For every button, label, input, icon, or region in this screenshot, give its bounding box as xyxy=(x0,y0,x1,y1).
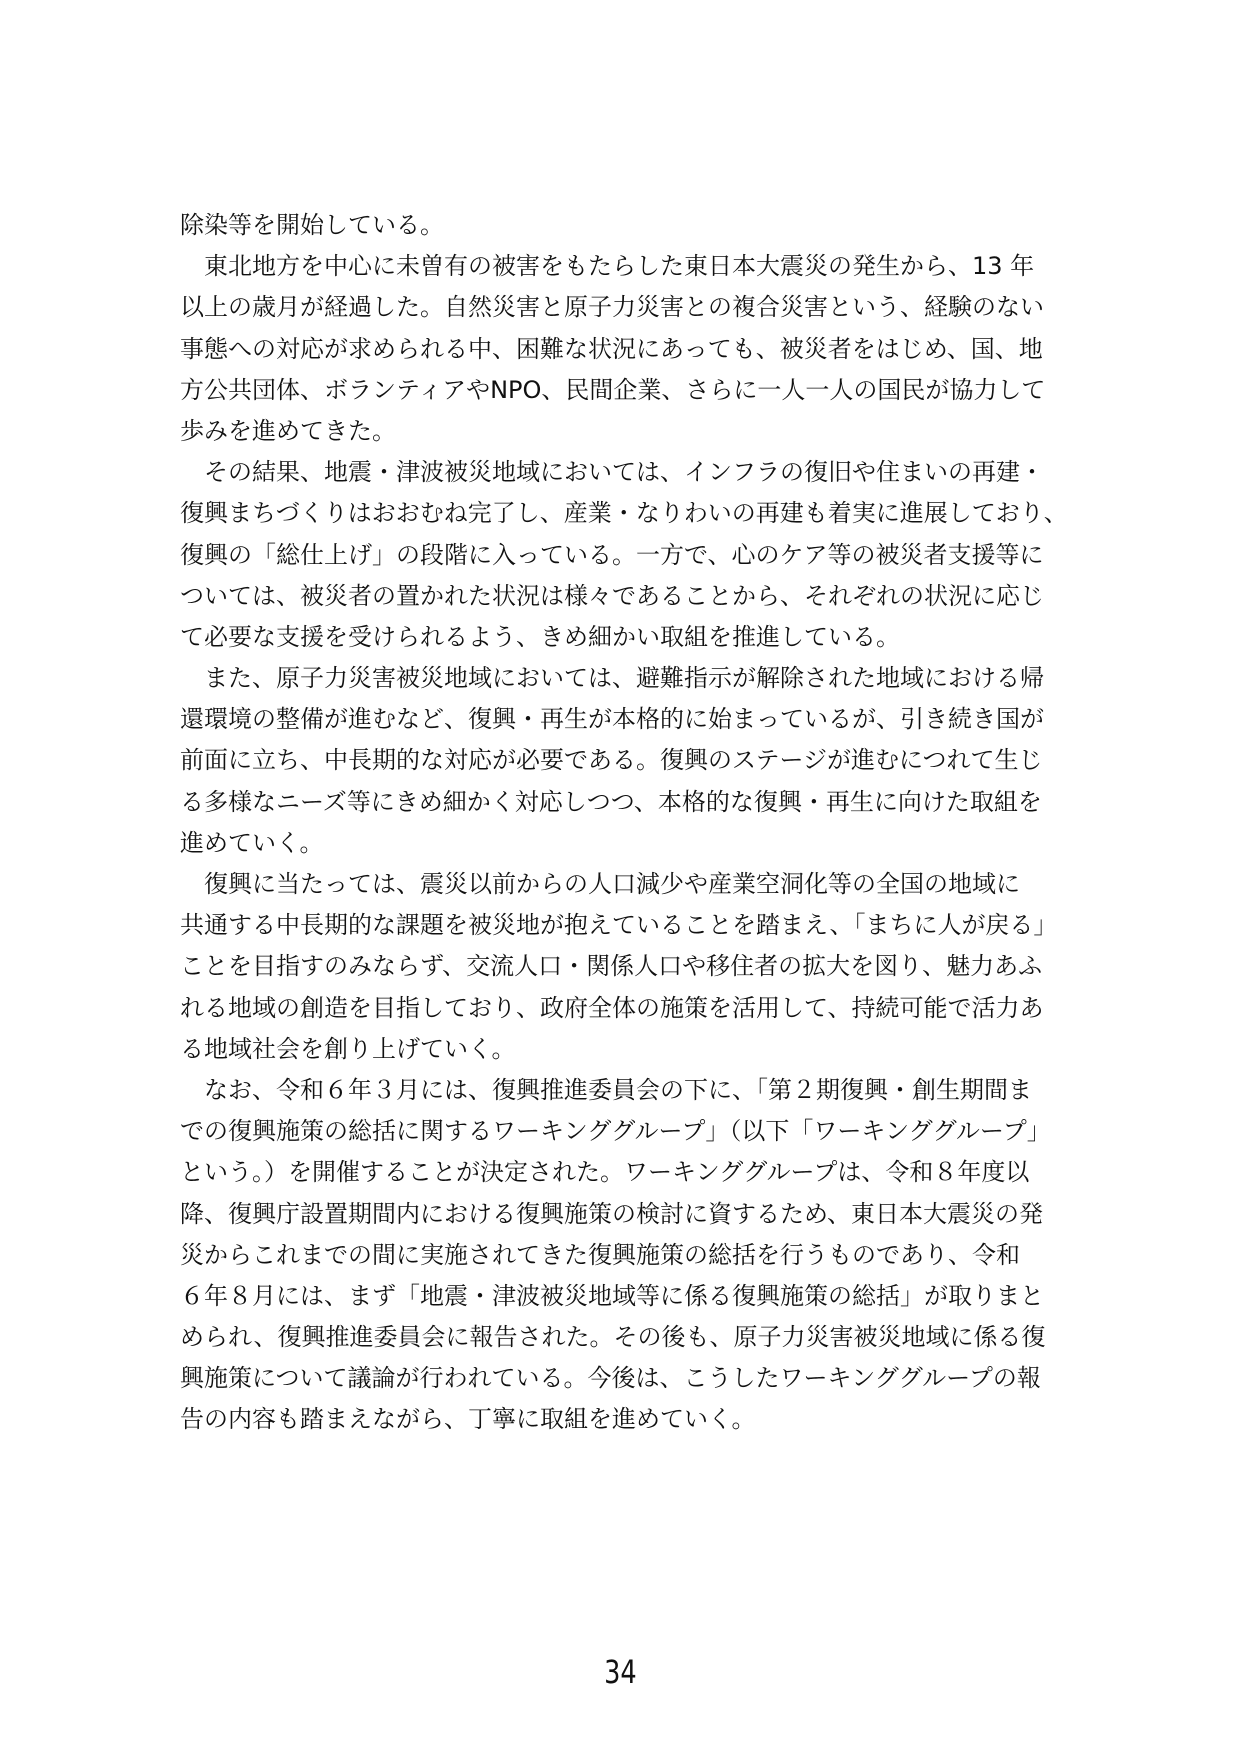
text-line: 事態への対応が求められる中、困難な状況にあっても、被災者をはじめ、国、地 xyxy=(180,334,1043,363)
text-line: 方公共団体、ボランティアやNPO、民間企業、さらに一人一人の国民が協力して xyxy=(180,375,1046,404)
document-body xyxy=(180,205,1080,1441)
text-line: 除染等を開始している。 xyxy=(180,211,444,239)
text-line: その結果、地震・津波被災地域においては、インフラの復旧や住まいの再建・ xyxy=(180,458,1044,487)
text-line: 歩みを進めてきた。 xyxy=(180,416,396,445)
text-line: 復興に当たっては、震災以前からの人口減少や産業空洞化等の全国の地域に xyxy=(180,870,1020,898)
text-line: ついては、被災者の置かれた状況は様々であることから、それぞれの状況に応じ xyxy=(180,581,1044,610)
text-line: て必要な支援を受けられるよう、きめ細かい取組を推進している。 xyxy=(180,622,900,651)
text-line: められ、復興推進委員会に報告された。その後も、原子力災害被災地域に係る復 xyxy=(180,1323,1046,1352)
text-line: での復興施策の総括に関するワーキンググループ」（以下「ワーキンググループ」 xyxy=(180,1117,1051,1146)
text-line: 前面に立ち、中長期的な対応が必要である。復興のステージが進むにつれて生じ xyxy=(180,746,1043,775)
text-line: 興施策について議論が行われている。今後は、こうしたワーキンググループの報 xyxy=(180,1364,1041,1393)
text-line: 復興の「総仕上げ」の段階に入っている。一方で、心のケア等の被災者支援等に xyxy=(180,540,1044,569)
text-line: ことを目指すのみならず、交流人口・関係人口や移住者の拡大を図り、魅力あふ xyxy=(180,952,1043,981)
text-line: 告の内容も踏まえながら、丁寧に取組を進めていく。 xyxy=(180,1405,756,1434)
text-line: 復興まちづくりはおおむね完了し、産業・なりわいの再建も着実に進展しており、 xyxy=(180,499,1068,528)
text-line: 還環境の整備が進むなど、復興・再生が本格的に始まっているが、引き続き国が xyxy=(180,705,1044,734)
page-number: 34 xyxy=(604,1653,637,1691)
text-line: という。）を開催することが決定された。ワーキンググループは、令和８年度以 xyxy=(180,1158,1030,1187)
text-line: ６年８月には、まず「地震・津波被災地域等に係る復興施策の総括」が取りまと xyxy=(180,1281,1044,1310)
text-line: れる地域の創造を目指しており、政府全体の施策を活用して、持続可能で活力あ xyxy=(180,993,1044,1022)
text-line: 進めていく。 xyxy=(180,828,324,857)
text-line: 以上の歳月が経過した。自然災害と原子力災害との複合災害という、経験のない xyxy=(180,293,1044,322)
text-line: また、原子力災害被災地域においては、避難指示が解除された地域における帰 xyxy=(180,664,1044,693)
text-line: 共通する中長期的な課題を被災地が抱えていることを踏まえ、「まちに人が戻る」 xyxy=(180,911,1058,940)
text-line: なお、令和６年３月には、復興推進委員会の下に、「第２期復興・創生期間ま xyxy=(180,1075,1032,1104)
text-line: 災からこれまでの間に実施されてきた復興施策の総括を行うものであり、令和 xyxy=(180,1240,1020,1269)
text-line: 降、復興庁設置期間内における復興施策の検討に資するため、東日本大震災の発 xyxy=(180,1199,1044,1228)
text-line: 東北地方を中心に未曽有の被害をもたらした東日本大震災の発生から、13 年 xyxy=(180,252,1035,281)
text-line: る地域社会を創り上げていく。 xyxy=(180,1034,516,1063)
text-line: る多様なニーズ等にきめ細かく対応しつつ、本格的な復興・再生に向けた取組を xyxy=(180,787,1042,816)
